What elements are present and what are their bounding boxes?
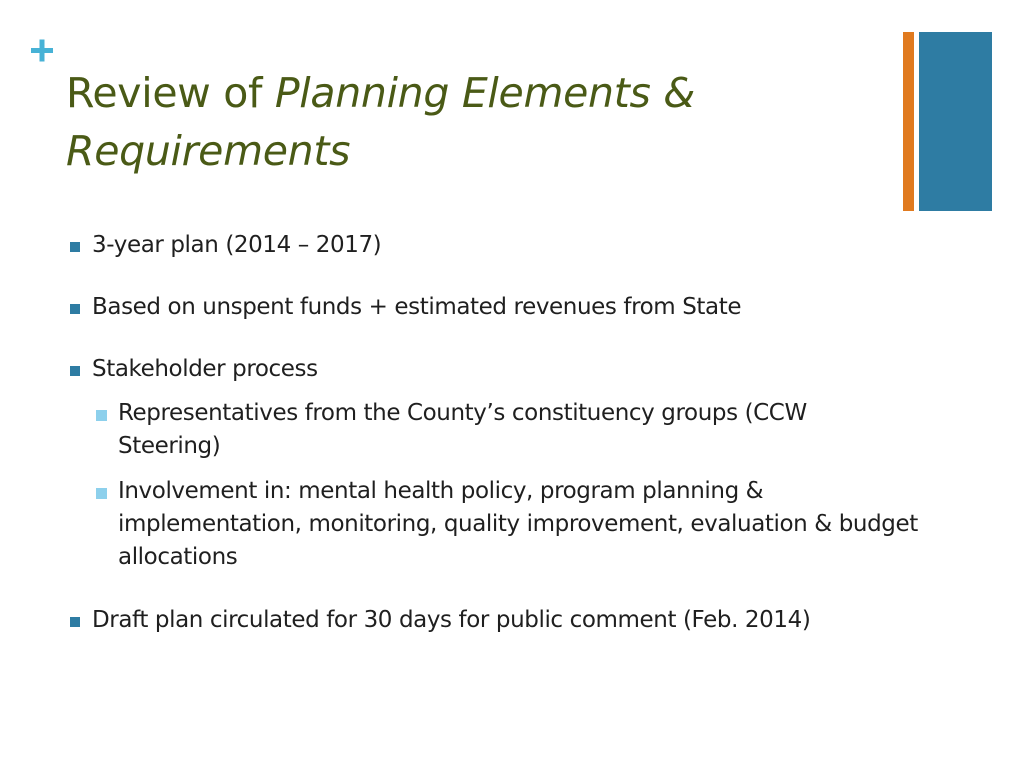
sub-bullet-item (118, 397, 888, 463)
sub-bullet-item (118, 475, 928, 574)
title-italic-text: Planning Elements & Requirements (66, 69, 695, 175)
square-bullet-icon (70, 242, 80, 252)
square-bullet-icon (70, 366, 80, 376)
bullet-item (92, 229, 932, 262)
bullet-item (92, 291, 932, 324)
light-square-bullet-icon (96, 410, 107, 421)
sub-bullet-text: Involvement in: mental health policy, program planning & implementation, monitoring, quality improvement, evaluation & budget allocations (118, 478, 918, 570)
bullet-text: 3-year plan (2014 – 2017) (92, 232, 382, 258)
bullet-item (92, 604, 912, 637)
title-plain-text: Review of (66, 69, 275, 117)
light-square-bullet-icon (96, 488, 107, 499)
bullet-text: Stakeholder process (92, 356, 318, 382)
bullet-text: Based on unspent funds + estimated revenues from State (92, 294, 742, 320)
square-bullet-icon (70, 304, 80, 314)
square-bullet-icon (70, 617, 80, 627)
bullet-item (92, 353, 932, 386)
bullet-text: Draft plan circulated for 30 days for public comment (Feb. 2014) (92, 607, 811, 633)
sub-bullet-text: Representatives from the County’s constituency groups (CCW Steering) (118, 400, 807, 459)
